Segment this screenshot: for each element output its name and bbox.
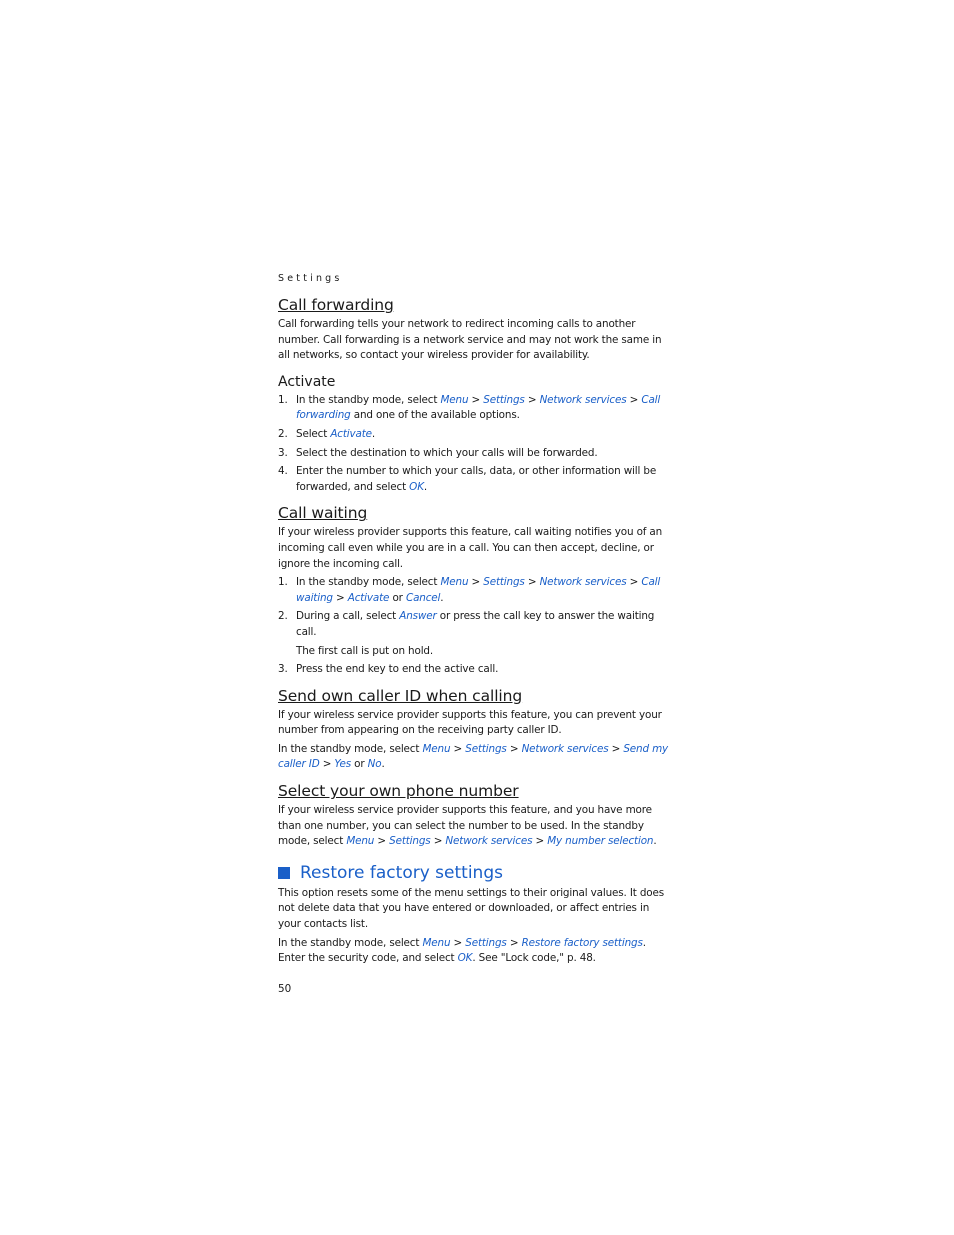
network-services-link[interactable]: Network services (521, 742, 609, 755)
list-item: 4. Enter the number to which your calls, data, or other information will be forwarded, and select OK. (278, 465, 657, 493)
list-item: 3. Select the destination to which your calls will be forwarded. (278, 446, 598, 459)
ok-link[interactable]: OK (409, 480, 424, 493)
list-item: 1. In the standby mode, select Menu > Settings > Network services > Call waiting > Activate or Cancel. (278, 576, 661, 604)
network-services-link[interactable]: Network services (445, 835, 533, 848)
menu-link[interactable]: Menu (422, 936, 451, 949)
answer-link[interactable]: Answer (399, 610, 437, 623)
call-forwarding-intro: Call forwarding tells your network to redirect incoming calls to another number. Call forwarding is a network service and may not work the same in all networks, so contact your wireless provider for availability. (278, 318, 662, 362)
call-waiting-steps (278, 575, 670, 678)
settings-link[interactable]: Settings (465, 742, 507, 755)
call-forwarding-steps (278, 393, 670, 496)
network-services-link[interactable]: Network services (539, 576, 627, 589)
send-my-caller-id-link[interactable]: Send my caller ID (278, 742, 669, 771)
call-waiting-heading: Call waiting (278, 504, 368, 523)
restore-intro: This option resets some of the menu settings to their original values. It does not delete data that you have entered or downloaded, or affect entries in your contacts list. (278, 886, 665, 931)
activate-link[interactable]: Activate (330, 427, 372, 440)
call-forwarding-heading: Call forwarding (278, 296, 394, 314)
call-forwarding-link[interactable]: Call forwarding (296, 393, 661, 422)
my-number-selection-link[interactable]: My number selection (547, 835, 654, 848)
settings-link[interactable]: Settings (389, 835, 431, 848)
section-square-icon (278, 867, 290, 879)
settings-link[interactable]: Settings (465, 936, 507, 949)
own-number-heading: Select your own phone number (278, 782, 519, 801)
menu-link[interactable]: Menu (422, 742, 451, 755)
menu-link[interactable]: Menu (440, 393, 469, 406)
restore-heading: Restore factory settings (278, 863, 670, 883)
no-link[interactable]: No (367, 758, 382, 771)
list-item: 1. In the standby mode, select Menu > Settings > Network services > Call forwarding and one of the available options. (278, 393, 661, 422)
caller-id-intro: If your wireless service provider supports this feature, you can prevent your number from appearing on the receiving party caller ID. (278, 708, 662, 737)
caller-id-nav: In the standby mode, select Menu > Settings > Network services > Send my caller ID > Yes or No. (278, 742, 669, 771)
settings-link[interactable]: Settings (483, 393, 525, 406)
yes-link[interactable]: Yes (334, 758, 351, 771)
list-item: 2. During a call, select Answer or press the call key to answer the waiting call. The first call is put on hold. (278, 610, 655, 657)
call-waiting-intro: If your wireless provider supports this feature, call waiting notifies you of an incoming call even while you are in a call. You can then accept, decline, or ignore the incoming call. (278, 526, 663, 570)
restore-nav: In the standby mode, select Menu > Settings > Restore factory settings. Enter the security code, and select OK. See "Lock code," p. 48. (278, 936, 646, 965)
cancel-link[interactable]: Cancel (405, 591, 441, 604)
page-number: 50 (278, 982, 292, 995)
menu-link[interactable]: Menu (440, 576, 469, 589)
settings-link[interactable]: Settings (483, 576, 525, 589)
network-services-link[interactable]: Network services (539, 393, 627, 406)
restore-factory-settings-link[interactable]: Restore factory settings (521, 936, 643, 949)
menu-link[interactable]: Menu (346, 835, 375, 848)
own-number-intro: If your wireless service provider supports this feature, and you have more than one number, you can select the number to be used. In the standby mode, select Menu > Settings > Network services > My number selection. (278, 804, 657, 848)
list-item: 3. Press the end key to end the active call. (278, 663, 499, 676)
activate-link[interactable]: Activate (347, 591, 390, 604)
activate-heading: Activate (278, 373, 336, 390)
ok-link[interactable]: OK (457, 952, 473, 965)
list-item: 2. Select Activate. (278, 427, 376, 440)
manual-page (278, 273, 670, 995)
caller-id-heading: Send own caller ID when calling (278, 686, 523, 705)
call-waiting-link[interactable]: Call waiting (296, 576, 661, 604)
running-head: Settings (278, 273, 343, 284)
